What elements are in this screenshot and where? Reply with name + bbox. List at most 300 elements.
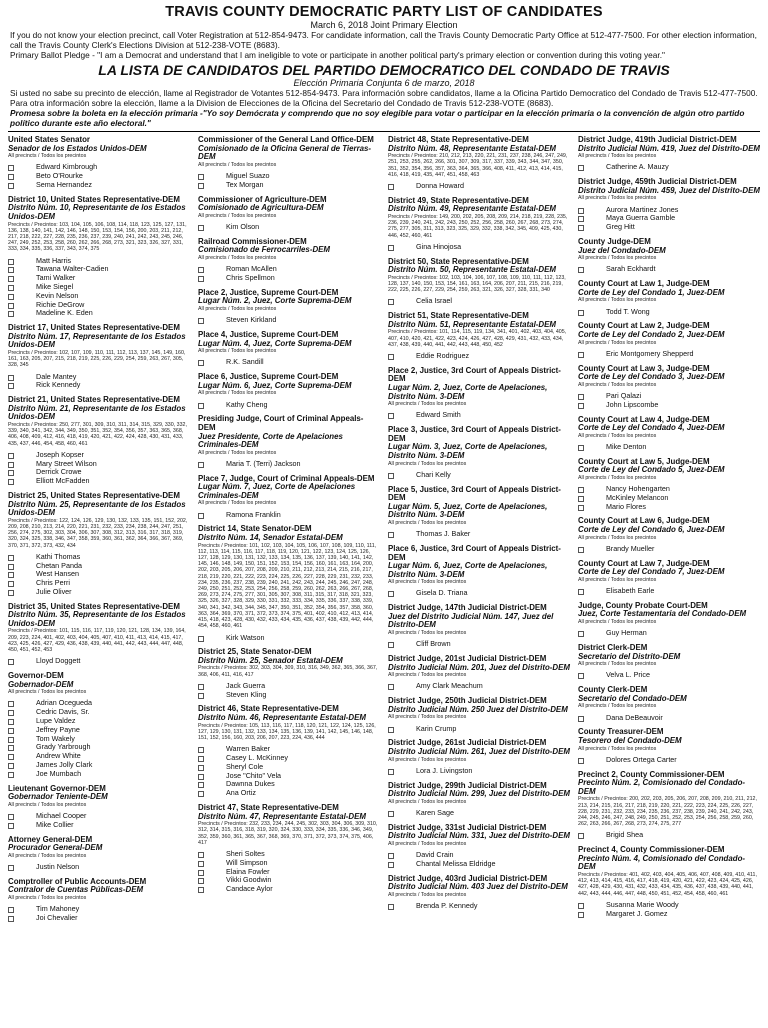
- candidate-row[interactable]: [578, 629, 760, 638]
- race-title-es: Distrito Núm. 14, Senador Estatal-DEM: [198, 533, 343, 543]
- race-title-es: Corte de Ley del Condado 4, Juez-DEM: [578, 423, 725, 433]
- candidate-row[interactable]: [388, 640, 570, 649]
- race-title: County Court at Law 4, Judge-DEM: [578, 414, 710, 424]
- precinct-list: All precincts / Todos los precintos: [8, 689, 87, 696]
- candidate-name: Eric Montgomery Shepperd: [606, 348, 694, 358]
- candidate-columns: [8, 136, 760, 929]
- race-section: [198, 705, 380, 798]
- candidate-row[interactable]: [198, 181, 380, 190]
- race-title: Lieutenant Governor-DEM: [8, 783, 106, 793]
- candidate-row[interactable]: [578, 910, 760, 919]
- checkbox-icon[interactable]: [198, 636, 204, 642]
- candidate-list: [198, 460, 380, 469]
- race-title: District 47, State Representative-DEM: [198, 803, 339, 813]
- race-section: [388, 824, 570, 869]
- checkbox-icon[interactable]: [8, 383, 14, 389]
- candidate-name: Joseph Kopser: [36, 449, 84, 459]
- race-title: County Court at Law 7, Judge-DEM: [578, 558, 710, 568]
- precinct-list: All precincts / Todos los precintos: [578, 432, 657, 439]
- candidate-name: McKinley Melancon: [606, 492, 669, 502]
- race-title: Commissioner of the General Land Office-DEM: [198, 135, 374, 144]
- candidate-name: Sarah Eckhardt: [606, 264, 656, 274]
- candidate-row[interactable]: [388, 297, 570, 306]
- candidate-row[interactable]: [8, 657, 190, 666]
- candidate-name: Tami Walker: [36, 273, 76, 283]
- race-title-es: Distrito Núm. 10, Representante de los Estados Unidos-DEM: [8, 203, 186, 221]
- candidate-list: [388, 530, 570, 539]
- precinct-list: All precincts / Todos los precintos: [8, 852, 87, 859]
- checkbox-icon[interactable]: [8, 294, 14, 300]
- checkbox-icon[interactable]: [198, 462, 204, 468]
- checkbox-icon[interactable]: [198, 267, 204, 273]
- candidate-name: Warren Baker: [226, 744, 271, 754]
- checkbox-icon[interactable]: [578, 225, 584, 231]
- precinct-list: All precincts / Todos los precintos: [8, 801, 87, 808]
- checkbox-icon[interactable]: [8, 311, 14, 317]
- race-title-es: Corte de Ley del Condado 2, Juez-DEM: [578, 329, 725, 339]
- checkbox-icon[interactable]: [8, 375, 14, 381]
- checkbox-icon[interactable]: [388, 354, 394, 360]
- race-title: Place 6, Justice, 3rd Court of Appeals District-DEM: [388, 543, 561, 562]
- checkbox-icon[interactable]: [578, 216, 584, 222]
- precinct-list: All precincts / Todos los precintos: [578, 619, 657, 626]
- checkbox-icon[interactable]: [388, 245, 394, 251]
- race-title-es: Distrito Judicial Núm. 459, Juez del Distrito-DEM: [578, 185, 760, 195]
- checkbox-icon[interactable]: [578, 267, 584, 273]
- checkbox-icon[interactable]: [8, 462, 14, 468]
- checkbox-icon[interactable]: [578, 310, 584, 316]
- candidate-row[interactable]: [388, 411, 570, 420]
- checkbox-icon[interactable]: [198, 747, 204, 753]
- candidate-list: [578, 714, 760, 723]
- race-section: [8, 603, 190, 666]
- checkbox-icon[interactable]: [578, 631, 584, 637]
- candidate-name: Eddie Rodriguez: [416, 350, 470, 360]
- checkbox-icon[interactable]: [8, 276, 14, 282]
- candidate-row[interactable]: [388, 471, 570, 480]
- checkbox-icon[interactable]: [388, 727, 394, 733]
- candidate-row[interactable]: [8, 181, 190, 190]
- checkbox-icon[interactable]: [8, 710, 14, 716]
- checkbox-icon[interactable]: [578, 505, 584, 511]
- candidate-name: Catherine A. Mauzy: [606, 162, 669, 172]
- race-section: [198, 289, 380, 325]
- checkbox-icon[interactable]: [388, 769, 394, 775]
- candidate-row[interactable]: [198, 885, 380, 894]
- checkbox-icon[interactable]: [8, 737, 14, 743]
- candidate-row[interactable]: [8, 821, 190, 830]
- candidate-list: [578, 163, 760, 172]
- checkbox-icon[interactable]: [8, 572, 14, 578]
- race-title-es: Juez, Corte Testamentaria del Condado-DEM: [578, 609, 747, 619]
- race-title: District 50, State Representative-DEM: [388, 256, 529, 266]
- race-title: United States Senator: [8, 135, 90, 144]
- candidate-row[interactable]: [198, 358, 380, 367]
- checkbox-icon[interactable]: [388, 413, 394, 419]
- checkbox-icon[interactable]: [578, 403, 584, 409]
- candidate-row[interactable]: [388, 589, 570, 598]
- checkbox-icon[interactable]: [8, 453, 14, 459]
- checkbox-icon[interactable]: [388, 184, 394, 190]
- checkbox-icon[interactable]: [8, 728, 14, 734]
- candidate-name: Roman McAllen: [226, 264, 277, 274]
- candidate-list: [578, 265, 760, 274]
- race-title: Commissioner of Agriculture-DEM: [198, 194, 327, 204]
- candidate-name: Madeline K. Eden: [36, 308, 93, 318]
- candidate-row[interactable]: [578, 671, 760, 680]
- checkbox-icon[interactable]: [8, 267, 14, 273]
- candidate-row[interactable]: [388, 530, 570, 539]
- checkbox-icon[interactable]: [388, 853, 394, 859]
- checkbox-icon[interactable]: [578, 758, 584, 764]
- precinct-list: All precincts / Todos los precintos: [198, 254, 277, 261]
- checkbox-icon[interactable]: [198, 756, 204, 762]
- candidate-list: [8, 373, 190, 391]
- candidate-row[interactable]: [198, 223, 380, 232]
- checkbox-icon[interactable]: [198, 861, 204, 867]
- candidate-row[interactable]: [578, 163, 760, 172]
- race-section: [578, 560, 760, 596]
- precinct-list: Precincts / Precintos: 210, 212, 213, 220, 221, 231, 237, 238, 246, 247, 249, 251, 253, 255, 262, 266, 301, 307, 309, 317, 337, 339, 343, 344, 347, 350, 351, 352, 354, 356, 357, 363, 364, 365, 366, 408, 411, 412, 413, 414, 415, 416, 418, 419, 435, 447, 451, 458, 463: [388, 153, 568, 178]
- checkbox-icon[interactable]: [8, 555, 14, 561]
- checkbox-icon[interactable]: [8, 590, 14, 596]
- checkbox-icon[interactable]: [388, 904, 394, 910]
- checkbox-icon[interactable]: [388, 299, 394, 305]
- checkbox-icon[interactable]: [198, 276, 204, 282]
- race-title: Presiding Judge, Court of Criminal Appeals-DEM: [198, 414, 364, 432]
- race-title-es: Lugar Núm. 2, Juez, Corte Suprema-DEM: [198, 296, 352, 306]
- checkbox-icon[interactable]: [578, 912, 584, 918]
- checkbox-icon[interactable]: [8, 865, 14, 871]
- checkbox-icon[interactable]: [8, 823, 14, 829]
- intro-text-es: Si usted no sabe su precinto de elección, llame al Registrador de Votantes 512-854-9473. Para información sobre candidatos, llame a la Oficina Partido Democratico del Condado de Travis 512-477-7500. Para otra información sobre la elección, llame a la Division de Elecciones de la Oficina del Secretario del Condado de Travis 512-238-VOTE (8683).: [10, 88, 758, 108]
- race-section: [388, 545, 570, 598]
- candidate-list: [578, 350, 760, 359]
- race-title-es: Gobernador Teniente-DEM: [8, 792, 108, 802]
- candidate-name: Rick Kennedy: [36, 380, 81, 390]
- candidate-row[interactable]: [388, 902, 570, 911]
- candidate-row[interactable]: [8, 381, 190, 390]
- race-section: [578, 602, 760, 638]
- column-3: [388, 136, 570, 929]
- intro-text-en: If you do not know your election precinct, call Voter Registration at 512-854-9473. For candidate information, call the Travis County Democratic Party Office at 512-477-7500. For other election information, call the Travis County Clerk's Elections Division at 512-238-VOTE (8683).: [10, 30, 757, 50]
- race-title: District Judge, 459th Judicial District-DEM: [578, 177, 737, 187]
- checkbox-icon[interactable]: [578, 352, 584, 358]
- checkbox-icon[interactable]: [578, 547, 584, 553]
- race-title-es: Corte de Ley del Condado 1, Juez-DEM: [578, 287, 725, 297]
- candidate-row[interactable]: [8, 309, 190, 318]
- checkbox-icon[interactable]: [388, 684, 394, 690]
- checkbox-icon[interactable]: [198, 774, 204, 780]
- candidate-row[interactable]: [388, 809, 570, 818]
- checkbox-icon[interactable]: [198, 870, 204, 876]
- checkbox-icon[interactable]: [578, 445, 584, 451]
- candidate-row[interactable]: [198, 401, 380, 410]
- candidate-name: Margaret J. Gomez: [606, 908, 668, 918]
- checkbox-icon[interactable]: [198, 225, 204, 231]
- candidate-name: Brandy Mueller: [606, 543, 655, 553]
- candidate-name: Vikki Goodwin: [226, 875, 272, 885]
- checkbox-icon[interactable]: [198, 852, 204, 858]
- checkbox-icon[interactable]: [388, 862, 394, 868]
- race-title-es: Distrito Núm. 17, Representante de los Estados Unidos-DEM: [8, 331, 186, 350]
- race-title: Place 2, Justice, Supreme Court-DEM: [198, 287, 339, 297]
- race-section: [388, 136, 570, 191]
- race-section: [8, 324, 190, 390]
- race-title: District 25, United States Representative-DEM: [8, 490, 180, 500]
- race-title: District 35, United States Representative-DEM: [8, 601, 180, 611]
- column-2: [198, 136, 380, 929]
- checkbox-icon[interactable]: [8, 479, 14, 485]
- ballot-page: [8, 4, 760, 1020]
- candidate-name: Amy Clark Meachum: [416, 681, 483, 691]
- race-title: District 46, State Representative-DEM: [198, 704, 339, 714]
- race-title-es: Distrito Núm. 21, Representante de los Estados Unidos-DEM: [8, 403, 186, 422]
- checkbox-icon[interactable]: [8, 659, 14, 665]
- race-title-es: Lugar Núm. 6, Juez, Corte de Apelaciones, Distrito Núm. 3-DEM: [388, 561, 548, 579]
- candidate-list: [8, 699, 190, 778]
- race-section: [388, 197, 570, 252]
- candidate-name: Kim Olson: [226, 221, 260, 231]
- checkbox-icon[interactable]: [198, 513, 204, 519]
- checkbox-icon[interactable]: [578, 496, 584, 502]
- checkbox-icon[interactable]: [8, 285, 14, 291]
- candidate-row[interactable]: [578, 503, 760, 512]
- race-title-es: Distrito Núm. 46, Representante Estatal-DEM: [198, 713, 366, 723]
- candidate-name: Julie Oliver: [36, 586, 72, 596]
- race-section: [578, 136, 760, 172]
- candidate-row[interactable]: [198, 316, 380, 325]
- candidate-row[interactable]: [198, 634, 380, 643]
- candidate-name: Kathy Cheng: [226, 399, 268, 409]
- candidate-name: Kirk Watson: [226, 632, 265, 642]
- race-title: Place 2, Justice, 3rd Court of Appeals District-DEM: [388, 365, 561, 384]
- header-divider: [8, 131, 760, 132]
- race-title: Place 4, Justice, Supreme Court-DEM: [198, 329, 339, 339]
- candidate-name: Gisela D. Triana: [416, 588, 468, 598]
- race-title: District Judge, 147th Judicial District-DEM: [388, 603, 547, 613]
- precinct-list: All precincts / Todos los precintos: [388, 756, 467, 763]
- checkbox-icon[interactable]: [198, 403, 204, 409]
- candidate-row[interactable]: [388, 860, 570, 869]
- race-title: Place 7, Judge, Court of Criminal Appeals-DEM: [198, 473, 375, 483]
- checkbox-icon[interactable]: [578, 208, 584, 214]
- candidate-row[interactable]: [578, 223, 760, 232]
- checkbox-icon[interactable]: [198, 318, 204, 324]
- race-section: [578, 458, 760, 512]
- checkbox-icon[interactable]: [8, 814, 14, 820]
- candidate-name: Edward Kimbrough: [36, 162, 98, 172]
- candidate-row[interactable]: [578, 401, 760, 410]
- checkbox-icon[interactable]: [578, 394, 584, 400]
- candidate-list: [388, 725, 570, 734]
- checkbox-icon[interactable]: [198, 684, 204, 690]
- candidate-row[interactable]: [578, 350, 760, 359]
- candidate-list: [388, 851, 570, 869]
- precinct-list: Precincts / Precintos: 149, 200, 202, 205, 208, 209, 214, 218, 219, 228, 235, 236, 239, 240, 241, 242, 243, 250, 252, 256, 258, 260, 267, 268, 273, 274, 275, 277, 305, 311, 313, 323, 325, 329, 332, 338, 342, 345, 409, 425, 430, 446, 452, 460, 461: [388, 213, 568, 239]
- checkbox-icon[interactable]: [198, 878, 204, 884]
- checkbox-icon[interactable]: [8, 303, 14, 309]
- checkbox-icon[interactable]: [388, 532, 394, 538]
- candidate-row[interactable]: [388, 767, 570, 776]
- candidate-row[interactable]: [388, 682, 570, 691]
- candidate-name: Joe Mumbach: [36, 768, 82, 778]
- checkbox-icon[interactable]: [8, 564, 14, 570]
- race-title-es: Distrito Judicial Núm. 331, Juez del Distrito-DEM: [388, 831, 570, 841]
- checkbox-icon[interactable]: [198, 887, 204, 893]
- candidate-list: [388, 640, 570, 649]
- checkbox-icon[interactable]: [8, 701, 14, 707]
- checkbox-icon[interactable]: [8, 916, 14, 922]
- precinct-list: All precincts / Todos los precintos: [388, 460, 467, 467]
- candidate-name: Tawana Walter-Cadien: [36, 264, 109, 274]
- precinct-list: All precincts / Todos los precintos: [578, 474, 657, 481]
- checkbox-icon[interactable]: [578, 833, 584, 839]
- checkbox-icon[interactable]: [198, 183, 204, 189]
- checkbox-icon[interactable]: [388, 811, 394, 817]
- candidate-name: Karin Crump: [416, 723, 457, 733]
- precinct-list: Precincts / Precintos: 200, 202, 203, 205, 206, 207, 208, 209, 210, 211, 212, 213, 214, 215, 216, 217, 218, 219, 220, 221, 222, 223, 224, 225, 226, 227, 228, 229, 231, 232, 233, 234, 235, 236, 237, 238, 239, 240, 241, 242, 243, 244, 245, 246, 247, 248, 249, 250, 251, 252, 253, 254, 256, 258, 259, 260, 262, 263, 266, 267, 268, 273, 274, 275, 277: [578, 796, 757, 828]
- candidate-name: Justin Nelson: [36, 862, 80, 872]
- race-title-es: Precinto Núm. 4, Comisionado del Condado-DEM: [578, 853, 746, 872]
- precinct-list: All precincts / Todos los precintos: [8, 895, 87, 902]
- candidate-list: [198, 682, 380, 700]
- precinct-list: Precincts / Precintos: 102, 107, 109, 110, 111, 112, 113, 137, 145, 149, 160, 161, 163, 205, 207, 215, 218, 219, 225, 226, 229, 254, 259, 263, 267, 305, 328, 345: [8, 349, 186, 369]
- race-section: [8, 396, 190, 486]
- candidate-list: [8, 905, 190, 923]
- candidate-name: Greg Hitt: [606, 222, 635, 232]
- race-title-es: Juez del Condado-DEM: [578, 245, 666, 255]
- checkbox-icon[interactable]: [198, 791, 204, 797]
- checkbox-icon[interactable]: [198, 765, 204, 771]
- candidate-list: [578, 629, 760, 638]
- candidate-name: Elisabeth Earle: [606, 586, 655, 596]
- candidate-row[interactable]: [578, 831, 760, 840]
- checkbox-icon[interactable]: [198, 360, 204, 366]
- race-section: [198, 136, 380, 190]
- checkbox-icon[interactable]: [578, 716, 584, 722]
- candidate-row[interactable]: [578, 756, 760, 765]
- candidate-name: Mike Denton: [606, 441, 647, 451]
- candidate-list: [388, 243, 570, 252]
- checkbox-icon[interactable]: [8, 763, 14, 769]
- checkbox-icon[interactable]: [8, 581, 14, 587]
- candidate-row[interactable]: [8, 770, 190, 779]
- precinct-list: Precincts / Precintos: 232, 233, 234, 244, 245, 302, 303, 304, 306, 309, 310, 312, 314, 315, 316, 318, 319, 320, 324, 330, 333, 334, 335, 336, 346, 349, 352, 359, 360, 361, 365, 367, 368, 369, 370, 371, 372, 373, 374, 375, 406, 417: [198, 821, 378, 846]
- checkbox-icon[interactable]: [8, 165, 14, 171]
- candidate-name: Chantal Melissa Eldridge: [416, 859, 496, 868]
- candidate-row[interactable]: [198, 511, 380, 520]
- precinct-list: All precincts / Todos los precintos: [578, 153, 657, 160]
- checkbox-icon[interactable]: [578, 589, 584, 595]
- candidate-row[interactable]: [8, 477, 190, 486]
- checkbox-icon[interactable]: [388, 591, 394, 597]
- checkbox-icon[interactable]: [198, 782, 204, 788]
- candidate-row[interactable]: [578, 587, 760, 596]
- checkbox-icon[interactable]: [8, 183, 14, 189]
- candidate-row[interactable]: [8, 588, 190, 597]
- checkbox-icon[interactable]: [8, 470, 14, 476]
- race-title: District 21, United States Representative-DEM: [8, 395, 180, 405]
- checkbox-icon[interactable]: [198, 174, 204, 180]
- candidate-list: [578, 901, 760, 919]
- header-en: [8, 4, 760, 30]
- candidate-list: [388, 767, 570, 776]
- candidate-row[interactable]: [578, 714, 760, 723]
- checkbox-icon[interactable]: [578, 673, 584, 679]
- checkbox-icon[interactable]: [578, 487, 584, 493]
- race-title: Attorney General-DEM: [8, 834, 93, 844]
- checkbox-icon[interactable]: [8, 259, 14, 265]
- race-section: [388, 739, 570, 775]
- race-title: District 25, State Senator-DEM: [198, 647, 312, 657]
- checkbox-icon[interactable]: [578, 165, 584, 171]
- candidate-name: Mario Flores: [606, 501, 646, 511]
- candidate-row[interactable]: [578, 265, 760, 274]
- candidate-name: Ramona Franklin: [226, 509, 281, 519]
- candidate-row[interactable]: [198, 460, 380, 469]
- race-title-es: Distrito Judicial Núm. 201, Juez del Distrito-DEM: [388, 662, 570, 672]
- candidate-row[interactable]: [388, 243, 570, 252]
- candidate-name: Andrew White: [36, 751, 81, 761]
- race-section: [8, 785, 190, 830]
- candidate-row[interactable]: [578, 443, 760, 452]
- candidate-row[interactable]: [578, 308, 760, 317]
- precinct-list: All precincts / Todos los precintos: [578, 381, 657, 388]
- candidate-row[interactable]: [388, 182, 570, 191]
- race-title: District Judge, 261st Judicial District-DEM: [388, 738, 547, 748]
- candidate-row[interactable]: [198, 789, 380, 798]
- race-title-es: Distrito Núm. 48, Representante Estatal-DEM: [388, 143, 556, 153]
- candidate-list: [578, 392, 760, 410]
- precinct-list: All precincts / Todos los precintos: [198, 305, 277, 312]
- checkbox-icon[interactable]: [8, 174, 14, 180]
- candidate-row[interactable]: [8, 863, 190, 872]
- checkbox-icon[interactable]: [388, 473, 394, 479]
- candidate-row[interactable]: [388, 725, 570, 734]
- precinct-list: Precincts / Precintos: 250, 277, 301, 309, 310, 311, 314, 315, 329, 330, 332, 339, 340, 341, 342, 344, 349, 350, 351, 352, 354, 356, 357, 363, 365, 368, 406, 408, 409, 412, 416, 418, 419, 420, 421, 422, 424, 428, 430, 431, 433, 435, 437, 446, 454, 458, 460, 461: [8, 421, 187, 447]
- race-section: [578, 728, 760, 764]
- checkbox-icon[interactable]: [8, 719, 14, 725]
- checkbox-icon[interactable]: [8, 772, 14, 778]
- race-title: District Judge, 299th Judicial District-DEM: [388, 780, 547, 790]
- candidate-row[interactable]: [198, 691, 380, 700]
- race-title-es: Distrito Núm. 47, Representante Estatal-DEM: [198, 811, 366, 821]
- candidate-list: [198, 316, 380, 325]
- race-title-es: Distrito Núm. 49, Representante Estatal-DEM: [388, 204, 556, 214]
- candidate-row[interactable]: [578, 545, 760, 554]
- candidate-name: Steven Kling: [226, 689, 267, 699]
- checkbox-icon[interactable]: [578, 903, 584, 909]
- candidate-name: Donna Howard: [416, 181, 464, 190]
- race-section: [578, 416, 760, 452]
- candidate-row[interactable]: [198, 274, 380, 283]
- precinct-list: All precincts / Todos los precintos: [578, 745, 657, 752]
- checkbox-icon[interactable]: [388, 642, 394, 648]
- candidate-name: Nancy Hohengarten: [606, 484, 670, 494]
- checkbox-icon[interactable]: [198, 693, 204, 699]
- candidate-row[interactable]: [388, 352, 570, 361]
- checkbox-icon[interactable]: [8, 745, 14, 751]
- candidate-row[interactable]: [8, 914, 190, 923]
- race-title: County Court at Law 3, Judge-DEM: [578, 363, 710, 373]
- race-section: [198, 196, 380, 232]
- checkbox-icon[interactable]: [8, 907, 14, 913]
- candidate-name: Todd T. Wong: [606, 306, 650, 316]
- race-section: [578, 644, 760, 680]
- checkbox-icon[interactable]: [8, 754, 14, 760]
- race-title-es: Distrito Judicial Núm. 261, Juez del Distrito-DEM: [388, 747, 570, 757]
